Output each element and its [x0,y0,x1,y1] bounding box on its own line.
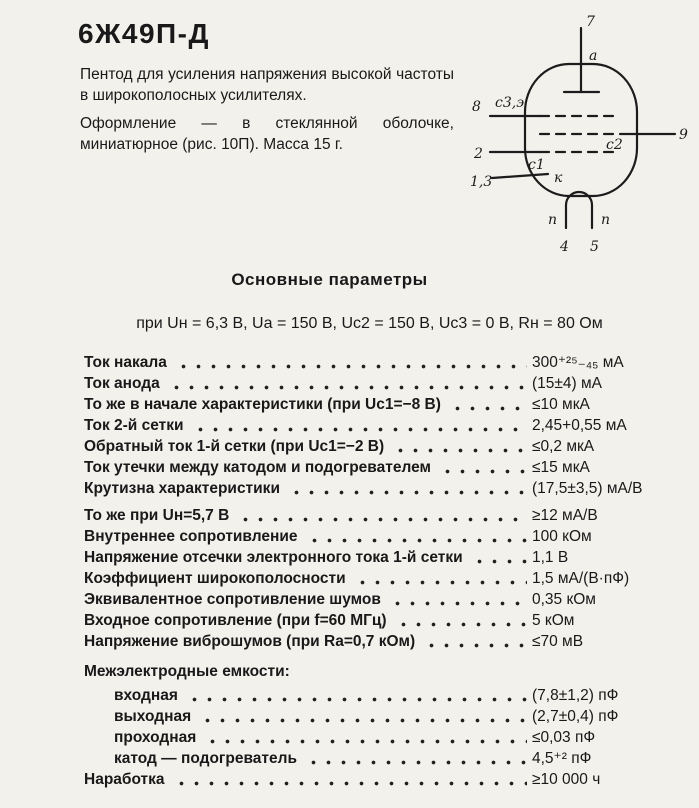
parameter-label: То же в начале характеристики (при Uс1=−8 В) [84,396,441,413]
parameter-value: 2,45+0,55 мА [532,417,627,434]
parameter-label: Внутреннее сопротивление [84,528,298,545]
parameter-label: Ток 2-й сетки [84,417,184,434]
parameter-row [84,610,650,631]
tube-schematic-svg [468,12,694,256]
parameter-label: входная [114,687,178,704]
grid2-label: с2 [606,137,623,153]
capacitance-group-heading: Межэлектродные емкости: [84,663,290,680]
dot-leader [193,427,527,432]
parameter-value: 5 кОм [532,612,575,629]
pin8-label: 8 [472,99,481,115]
dot-leader [176,364,527,369]
parameter-row [84,394,650,415]
parameter-label: Коэффициент широкополосности [84,570,346,587]
grid1-label: с1 [528,157,545,173]
description-paragraph-1: Пентод для усиления напряжения высокой частоты в широкополосных усилителях. [80,66,454,104]
section-heading: Основные параметры [231,270,428,289]
parameter-value: (17,5±3,5) мА/В [532,480,643,497]
parameter-label: Ток накала [84,354,167,371]
grid3-label: с3,э [495,95,525,111]
parameter-row [84,547,650,568]
parameter-label: Крутизна характеристики [84,480,280,497]
parameter-value: ≤70 мВ [532,633,584,650]
parameter-value: ≤10 мкА [532,396,590,413]
parameter-value: (2,7±0,4) пФ [532,708,619,725]
dot-leader [238,517,527,522]
parameter-label: Обратный ток 1-й сетки (при Uс1=−2 В) [84,438,385,455]
cathode-label: к [554,170,563,186]
description-paragraph-2: Оформление — в стеклянной оболочке, миниатюрное (рис. 10П). Масса 15 г. [80,115,454,153]
pin13-label: 1,3 [470,174,493,190]
dot-leader [205,739,527,744]
dot-leader [355,580,527,585]
parameter-label: То же при Uн=5,7 В [84,507,230,524]
dot-leader [440,469,527,474]
parameter-label: Наработка [84,771,165,788]
parameter-row [84,685,650,706]
heater-loop [566,192,592,228]
pin7-label: 7 [586,14,595,30]
parameter-label: Входное сопротивление (при f=60 МГц) [84,612,387,629]
pin4-label: 4 [560,239,569,255]
pin9-label: 9 [679,127,688,143]
parameter-label: выходная [114,708,192,725]
heater-right-label: п [601,212,611,228]
dot-leader [396,622,527,627]
dot-leader [393,448,527,453]
dot-leader [472,559,527,564]
tube-title: 6Ж49П-Д [78,18,210,49]
parameter-value: 4,5⁺² пФ [532,750,592,767]
parameter-value: 1,5 мА/(В·пФ) [532,570,630,587]
parameter-row [84,436,650,457]
parameters-list [84,352,650,790]
dot-leader [169,385,527,390]
parameter-row [84,568,650,589]
parameter-label: Ток утечки между катодом и подогревателем [84,459,431,476]
parameter-label: Эквивалентное сопротивление шумов [84,591,381,608]
parameter-row [84,631,650,652]
pin2-label: 2 [474,146,483,162]
parameter-label: проходная [114,729,197,746]
parameter-row [84,589,650,610]
parameter-row [84,727,650,748]
parameter-row [84,478,650,499]
parameter-value: 300⁺²⁵₋₄₅ мА [532,354,624,371]
dot-leader [307,538,527,543]
parameter-value: ≤0,03 пФ [532,729,596,746]
dot-leader [289,490,527,495]
parameter-row [84,415,650,436]
dot-leader [200,718,527,723]
parameter-row [84,706,650,727]
dot-leader [390,601,527,606]
test-conditions: при Uн = 6,3 В, Uа = 150 В, Uс2 = 150 В, Uс3 = 0 В, Rн = 80 Ом [136,315,603,332]
parameter-row [84,373,650,394]
dot-leader [450,406,527,411]
parameter-value: ≤15 мкА [532,459,590,476]
parameter-row [84,526,650,547]
parameter-label: Напряжение отсечки электронного тока 1-й сетки [84,549,463,566]
parameter-label: катод — подогреватель [114,750,297,767]
heater-left-label: п [548,212,558,228]
parameter-value: ≥12 мА/В [532,507,598,524]
parameter-row [84,352,650,373]
dot-leader [424,643,527,648]
description-block [80,64,454,162]
anode-label: a [589,48,598,64]
parameter-row [84,505,650,526]
parameter-value: (15±4) мА [532,375,602,392]
parameter-value: 0,35 кОм [532,591,596,608]
cathode-lead [492,174,548,178]
parameter-label: Ток анода [84,375,160,392]
parameter-value: 100 кОм [532,528,592,545]
parameter-row [84,769,650,790]
parameter-value: ≥10 000 ч [532,771,601,788]
dot-leader [174,781,527,786]
parameter-row [84,457,650,478]
parameter-value: (7,8±1,2) пФ [532,687,619,704]
dot-leader [306,760,527,765]
parameter-label: Напряжение виброшумов (при Rа=0,7 кОм) [84,633,416,650]
tube-pinout-diagram [468,12,694,256]
pin5-label: 5 [590,239,599,255]
dot-leader [187,697,527,702]
parameter-value: 1,1 В [532,549,569,566]
parameter-value: ≤0,2 мкА [532,438,595,455]
parameter-row [84,748,650,769]
